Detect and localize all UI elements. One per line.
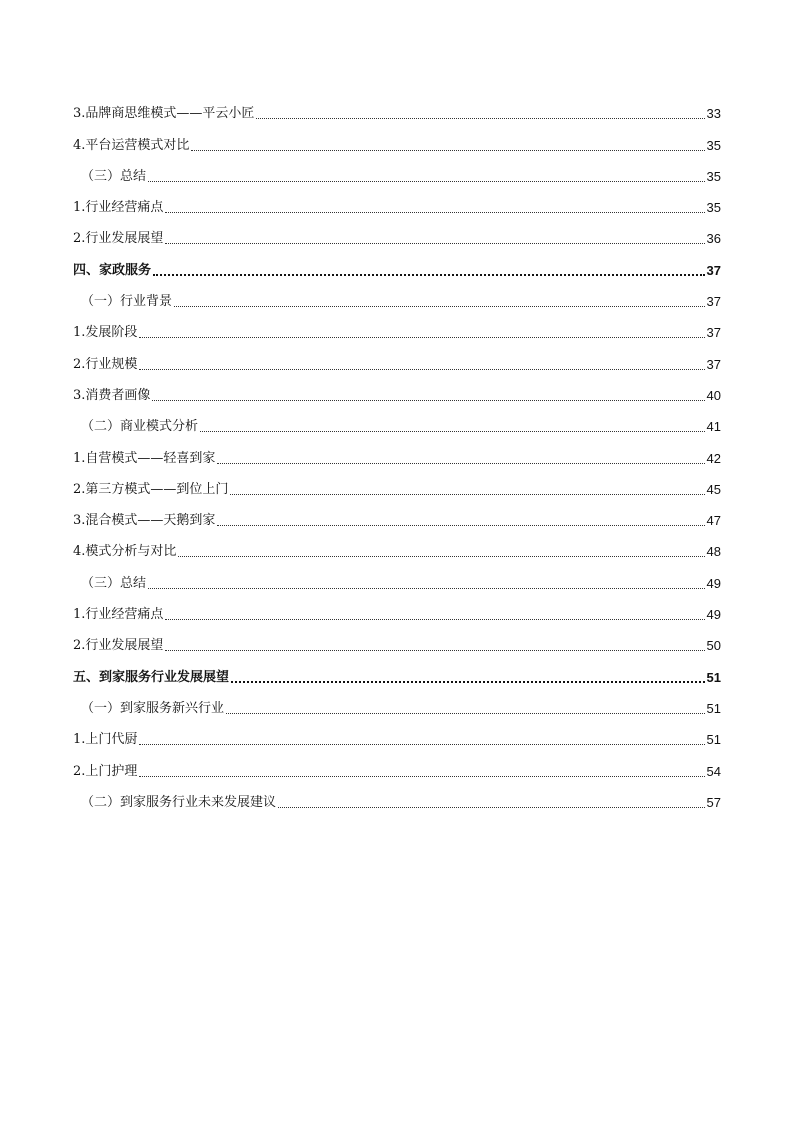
toc-dot-leader — [178, 556, 704, 557]
toc-page-number: 54 — [706, 763, 721, 779]
toc-page-number: 49 — [706, 575, 721, 591]
toc-dot-leader — [153, 274, 705, 276]
toc-subsection-entry[interactable] — [73, 474, 721, 505]
toc-page-number: 37 — [706, 262, 721, 278]
toc-dot-leader — [165, 650, 704, 651]
toc-page-number: 37 — [706, 325, 721, 341]
toc-page-number: 50 — [706, 638, 721, 654]
toc-dot-leader — [165, 243, 704, 244]
toc-page-number: 35 — [706, 137, 721, 153]
toc-dot-leader — [217, 463, 704, 464]
toc-entry-title: 1.自营模式——轻喜到家 — [73, 450, 216, 466]
toc-dot-leader — [231, 681, 705, 683]
toc-entry-title: 2.行业规模 — [73, 356, 138, 372]
toc-section-entry[interactable] — [73, 567, 721, 598]
toc-page-number: 48 — [706, 544, 721, 560]
toc-dot-leader — [139, 369, 704, 370]
toc-subsection-entry[interactable] — [73, 98, 721, 129]
toc-entry-title: 四、家政服务 — [73, 262, 152, 278]
toc-page-number: 47 — [706, 513, 721, 529]
toc-section-entry[interactable] — [73, 787, 721, 818]
toc-dot-leader — [148, 181, 705, 182]
toc-subsection-entry[interactable] — [73, 599, 721, 630]
toc-dot-leader — [165, 619, 704, 620]
toc-page-number: 51 — [706, 669, 721, 685]
toc-subsection-entry[interactable] — [73, 223, 721, 254]
toc-entry-title: 3.混合模式——天鹅到家 — [73, 513, 216, 529]
toc-dot-leader — [230, 494, 704, 495]
toc-entry-title: 2.行业发展展望 — [73, 231, 164, 247]
toc-page-number: 35 — [706, 168, 721, 184]
toc-entry-title: （三）总结 — [81, 575, 147, 591]
toc-subsection-entry[interactable] — [73, 129, 721, 160]
toc-dot-leader — [165, 212, 704, 213]
toc-entry-title: 五、到家服务行业发展展望 — [73, 669, 230, 685]
toc-page-number: 51 — [706, 732, 721, 748]
toc-dot-leader — [152, 400, 704, 401]
toc-page-number: 37 — [706, 356, 721, 372]
toc-subsection-entry[interactable] — [73, 317, 721, 348]
toc-page-number: 49 — [706, 607, 721, 623]
toc-page-number: 57 — [706, 794, 721, 810]
toc-chapter-entry[interactable] — [73, 661, 721, 692]
toc-dot-leader — [191, 150, 704, 151]
toc-dot-leader — [256, 118, 704, 119]
toc-entry-title: 1.行业经营痛点 — [73, 607, 164, 623]
toc-section-entry[interactable] — [73, 286, 721, 317]
toc-subsection-entry[interactable] — [73, 630, 721, 661]
toc-entry-title: 1.上门代厨 — [73, 732, 138, 748]
toc-entry-title: 2.上门护理 — [73, 763, 138, 779]
toc-subsection-entry[interactable] — [73, 348, 721, 379]
toc-section-entry[interactable] — [73, 693, 721, 724]
toc-dot-leader — [139, 744, 704, 745]
toc-entry-title: （一）到家服务新兴行业 — [81, 700, 225, 716]
toc-dot-leader — [148, 588, 705, 589]
toc-dot-leader — [139, 776, 704, 777]
toc-page-number: 35 — [706, 200, 721, 216]
toc-page-number: 36 — [706, 231, 721, 247]
toc-dot-leader — [139, 337, 704, 338]
toc-dot-leader — [278, 807, 705, 808]
toc-entry-title: 3.品牌商思维模式——平云小匠 — [73, 106, 255, 122]
toc-page-number: 51 — [706, 700, 721, 716]
toc-entry-title: （二）到家服务行业未来发展建议 — [81, 794, 277, 810]
toc-entry-title: 1.发展阶段 — [73, 325, 138, 341]
toc-page-number: 42 — [706, 450, 721, 466]
toc-entry-title: 3.消费者画像 — [73, 387, 151, 403]
toc-chapter-entry[interactable] — [73, 254, 721, 285]
toc-subsection-entry[interactable] — [73, 724, 721, 755]
toc-subsection-entry[interactable] — [73, 442, 721, 473]
toc-entry-title: 4.模式分析与对比 — [73, 544, 177, 560]
toc-dot-leader — [200, 431, 705, 432]
toc-subsection-entry[interactable] — [73, 755, 721, 786]
toc-entry-title: （一）行业背景 — [81, 294, 173, 310]
table-of-contents — [73, 98, 721, 818]
toc-entry-title: （三）总结 — [81, 168, 147, 184]
toc-page-number: 37 — [706, 294, 721, 310]
toc-entry-title: 4.平台运营模式对比 — [73, 137, 190, 153]
toc-subsection-entry[interactable] — [73, 505, 721, 536]
toc-page-number: 40 — [706, 387, 721, 403]
toc-entry-title: 2.第三方模式——到位上门 — [73, 481, 229, 497]
toc-subsection-entry[interactable] — [73, 192, 721, 223]
toc-entry-title: 1.行业经营痛点 — [73, 200, 164, 216]
toc-dot-leader — [226, 713, 705, 714]
toc-page-number: 41 — [706, 419, 721, 435]
toc-entry-title: （二）商业模式分析 — [81, 419, 199, 435]
toc-dot-leader — [174, 306, 705, 307]
toc-page-number: 45 — [706, 481, 721, 497]
toc-page-number: 33 — [706, 106, 721, 122]
toc-entry-title: 2.行业发展展望 — [73, 638, 164, 654]
toc-subsection-entry[interactable] — [73, 536, 721, 567]
toc-section-entry[interactable] — [73, 161, 721, 192]
toc-section-entry[interactable] — [73, 411, 721, 442]
toc-subsection-entry[interactable] — [73, 380, 721, 411]
toc-dot-leader — [217, 525, 704, 526]
